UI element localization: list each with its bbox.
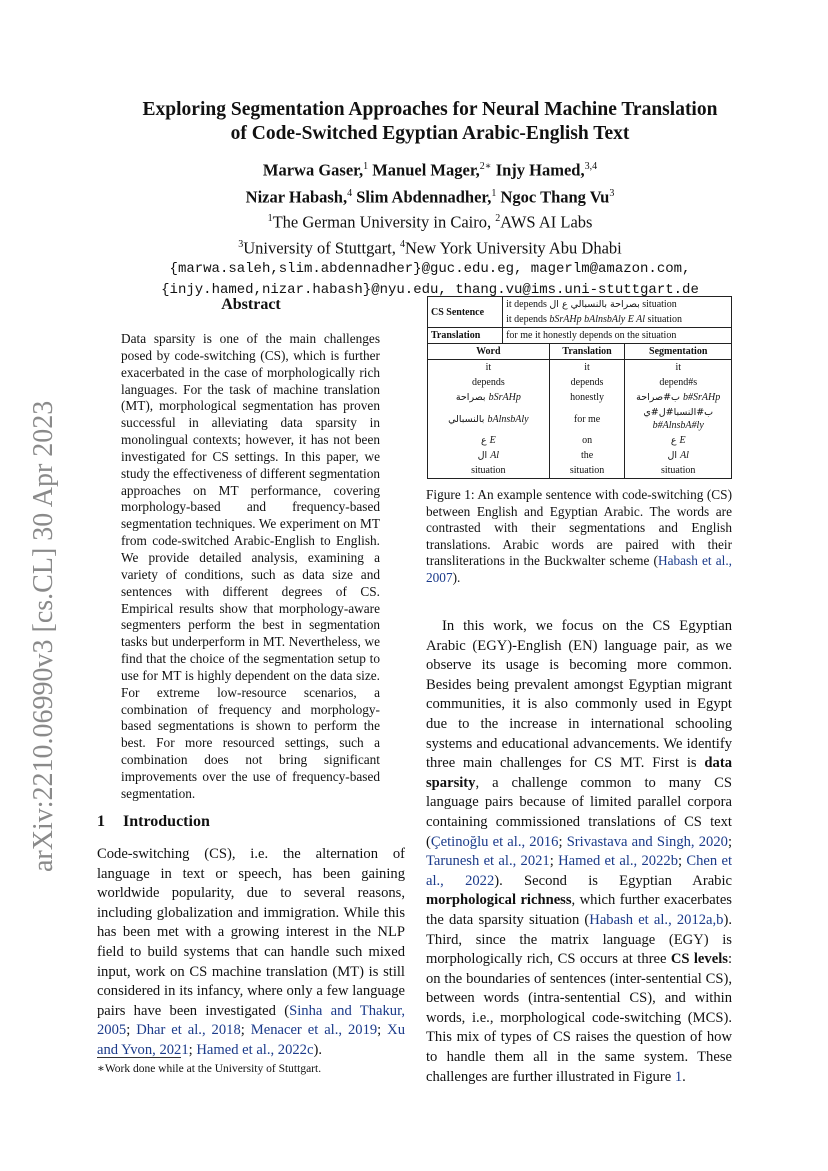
figure-1-table (427, 296, 732, 479)
seg-translit: Al (680, 450, 689, 461)
author-affil-mark: 2∗ (479, 161, 492, 172)
figure-link[interactable]: 1 (674, 1068, 683, 1085)
word-english: situation (471, 465, 506, 476)
bold-term: CS levels (670, 951, 728, 968)
affil-text: University of Stuttgart, (243, 238, 400, 257)
caption-text: Figure 1: An example sentence with code-switching (CS) between English and Egyptian Arabic. The words are contrasted with their segmentations and English translations. Arabic words are paired with their transliterations in the Buckwalter scheme ( (426, 487, 732, 569)
body-text: ). Second is Egyptian Arabic (494, 872, 733, 889)
caption-text: ). (452, 569, 461, 585)
word-translit: bAlnsbAly (487, 413, 529, 425)
citation-link[interactable]: Hamed et al., 2022c (196, 1041, 314, 1058)
col-header-word: Word (428, 344, 549, 360)
cs-sentence-translit (503, 312, 731, 328)
seg-english: situation (660, 465, 696, 476)
author-name: Slim Abdennadher, (352, 187, 492, 206)
citation-link[interactable]: Dhar et al., 2018 (136, 1022, 241, 1039)
citation-link[interactable]: Menacer et al., 2019 (250, 1022, 378, 1039)
word-arabic: بالنسبالي (448, 413, 488, 425)
citation-link[interactable]: Xu and Yvon, 2021 (97, 1022, 406, 1058)
figure-row (428, 360, 731, 376)
col-header-segmentation: Segmentation (625, 344, 731, 360)
seg-english: depend#s (659, 377, 698, 388)
figure-row (428, 375, 731, 390)
author-list (90, 155, 770, 208)
citation-link[interactable]: Hamed et al., 2022b (558, 853, 678, 870)
segmentation-cell (625, 390, 731, 405)
author-affil-mark: 1 (363, 161, 369, 172)
word-english: depends (471, 377, 505, 388)
translation-cell: depends (549, 375, 625, 390)
author-name: Injy Hamed, (491, 160, 585, 180)
body-text: ; (558, 833, 567, 850)
word-english: it (485, 362, 492, 373)
body-text: ). (313, 1041, 322, 1058)
translation-cell: for me (549, 405, 625, 433)
affil-text: AWS AI Labs (500, 212, 593, 232)
cs-text: situation (639, 299, 677, 310)
citation-link[interactable]: Habash et al., 2012a,b (589, 911, 724, 928)
seg-arabic: ب#صراحة (636, 392, 684, 403)
segmentation-cell (625, 463, 731, 478)
body-text: ). Third, since the matrix language (EGY) is morphologically rich, CS occurs at three (426, 911, 732, 968)
seg-english: it (675, 362, 681, 373)
affil-number: 4 (399, 238, 405, 250)
paper-title (90, 98, 770, 146)
figure-caption (426, 487, 732, 587)
cs-translit-text: bSrAHp bAlnsbAly E Al (549, 314, 646, 325)
affil-number: 2 (495, 213, 501, 224)
footnote: ∗Work done while at the University of Stuttgart. (97, 1063, 322, 1075)
body-text: ; (549, 853, 559, 870)
arxiv-stamp (8, 300, 68, 880)
translation-text: for me it honestly depends on the situation (503, 328, 731, 344)
word-cell (428, 390, 549, 405)
bold-term: morphological richness (426, 892, 572, 909)
intro-paragraph-left (97, 845, 405, 1061)
body-text: ; (188, 1041, 197, 1058)
segmentation-cell (625, 448, 731, 463)
word-cell (428, 360, 549, 376)
translation-cell: the (549, 448, 625, 463)
segmentation-cell (625, 360, 731, 376)
footnote-rule (97, 1057, 181, 1058)
body-text: ; (727, 833, 732, 850)
affil-number: 1 (267, 213, 273, 224)
arxiv-stamp-text: arXiv:2210.06990v3 [cs.CL] 30 Apr 2023 (28, 400, 59, 872)
affiliation-line-1 (90, 208, 770, 234)
bold-term: data sparsity (426, 755, 732, 791)
cs-text: it depends (506, 314, 550, 325)
body-text: In this work, we focus on the CS Egyptian Arabic (EGY)-English (EN) language pair, as we observe its usage is becoming more common. Besides being prevalent amongst Egyptian migrant communities, it is also commonly used in Egypt due to the increase in international schooling systems and educational advancements. We identify three main challenges for CS MT. First is (426, 618, 732, 772)
citation-link[interactable]: Srivastava and Singh, 2020 (566, 833, 728, 850)
seg-arabic: ب#النسبا#ل#ي (643, 407, 714, 418)
word-cell (428, 375, 549, 390)
authors-line-2 (90, 182, 770, 209)
word-arabic: بصراحة (455, 392, 489, 403)
cs-text: situation (645, 314, 682, 325)
cs-sentence-label: CS Sentence (431, 306, 485, 318)
word-translit: Al (490, 450, 500, 461)
word-cell (428, 433, 549, 448)
word-arabic: ع (480, 435, 490, 446)
seg-translit: b#AlnsbA#ly (652, 420, 704, 431)
citation-link[interactable]: Çetinoğlu et al., 2016 (430, 833, 559, 850)
affiliation-line-2 (90, 234, 770, 260)
affil-text: New York University Abu Dhabi (404, 238, 622, 257)
cs-text: it depends (506, 299, 550, 310)
author-affil-mark: 3 (609, 187, 615, 199)
segmentation-cell (625, 405, 731, 433)
word-cell (428, 463, 549, 478)
intro-paragraph-right (426, 617, 732, 1087)
translation-label: Translation (428, 328, 503, 344)
cs-sentence-arabic (503, 297, 731, 312)
abstract-heading: Abstract (221, 296, 281, 313)
word-translit: E (489, 435, 496, 446)
authors-line-1 (90, 155, 770, 182)
body-text: . (682, 1068, 686, 1085)
figure-row (428, 405, 731, 433)
section-title: Introduction (123, 813, 210, 830)
citation-link[interactable]: Tarunesh et al., 2021 (426, 853, 550, 870)
email-line-2: {injy.hamed,nizar.habash}@nyu.edu, thang.vu@ims.uni-stuttgart.de (161, 282, 699, 298)
abstract-text: Data sparsity is one of the main challenges posed by code-switching (CS), which is further exacerbated in the case of morphologically rich languages. For the task of machine translation (MT), morphological segmentation has proven successful in alleviating data sparsity in monolingual contexts; however, it has not been investigated for CS settings. In this paper, we study the effectiveness of different segmentation approaches on MT performance, covering morphology-based and frequency-based segmentation techniques. We experiment on MT from code-switched Arabic-English to English. We provide detailed analysis, examining a variety of conditions, such as data size and sentences with different degrees of CS. Empirical results show that morphology-aware segmenters perform the best in segmentation tasks but underperform in MT. Nevertheless, we find that the choice of the segmentation setup to use for MT is highly dependent on the data size. For extreme low-resource scenarios, a combination of frequency and morphology-based segmentations is shown to perform the best. For more resourced settings, such a combination does not bring significant improvements over the use of frequency-based segmentation. (121, 331, 380, 801)
body-text: : on the boundaries of sentences (inter-sentential CS), between words (intra-sentential CS), and within words, i.e., morphological code-switching (MCS). This mix of types of CS raises the question of how to handle them all in the same system. These challenges are further illustrated in Figure (426, 951, 732, 1085)
translation-cell: situation (549, 463, 625, 478)
author-affil-mark: 3,4 (584, 161, 598, 172)
figure-row (428, 463, 731, 478)
author-name: Manuel Mager, (368, 160, 480, 180)
figure-row (428, 448, 731, 463)
word-cell (428, 448, 549, 463)
paper-header (90, 98, 770, 301)
author-affil-mark: 4 (347, 187, 353, 199)
body-text: , which further exacerbates the data sparsity situation ( (426, 892, 732, 928)
word-translit: bSrAHp (488, 392, 521, 403)
author-name: Nizar Habash, (245, 187, 348, 206)
section-heading (97, 813, 210, 831)
author-name: Ngoc Thang Vu (496, 187, 610, 206)
word-arabic: ال (477, 450, 491, 461)
figure-row (428, 433, 731, 448)
citation-link[interactable]: Sinha and Thakur, 2005 (97, 1002, 405, 1039)
body-text: Code-switching (CS), i.e. the alternation of language in text or speech, has been gaining worldwide popularity, due to several reasons, including globalization and immigration. While this has been met with a growing interest in the NLP field to build systems that can handle such mixed input, work on CS machine translation (MT) is still considered in its infancy, where only a few language pairs have been investigated ( (97, 846, 405, 1019)
title-line-1: Exploring Segmentation Approaches for Neural Machine Translation (142, 99, 718, 120)
body-text: , a challenge common to many CS language pairs because of limited parallel corpora containing commissioned translations of CS text ( (426, 774, 732, 850)
segmentation-cell (625, 375, 731, 390)
body-text: ; (126, 1022, 137, 1039)
cs-arabic-text: بصراحة بالنسبالي ع ال (549, 299, 640, 310)
author-name: Marwa Gaser, (262, 160, 364, 180)
segmentation-cell (625, 433, 731, 448)
seg-arabic: ع (670, 435, 680, 446)
translation-cell: honestly (549, 390, 625, 405)
citation-link[interactable]: Chen et al., 2022 (426, 853, 732, 889)
seg-translit: E (679, 435, 686, 446)
citation-link[interactable]: Habash et al., 2007 (426, 553, 732, 585)
section-number: 1 (97, 813, 105, 830)
author-affil-mark: 1 (491, 187, 497, 199)
word-cell (428, 405, 549, 433)
body-text: ; (377, 1022, 388, 1039)
seg-arabic: ال (667, 450, 681, 461)
affil-text: The German University in Cairo, (272, 212, 496, 232)
translation-cell: on (549, 433, 625, 448)
email-line-1: {marwa.saleh,slim.abdennadher}@guc.edu.eg, magerlm@amazon.com, (169, 261, 691, 277)
affil-number: 3 (238, 238, 244, 250)
col-header-translation: Translation (549, 344, 625, 360)
seg-translit: b#SrAHp (683, 392, 721, 403)
figure-row (428, 390, 731, 405)
title-line-2: of Code-Switched Egyptian Arabic-English Text (230, 123, 630, 144)
translation-cell: it (549, 360, 625, 376)
body-text: ; (678, 853, 687, 870)
body-text: ; (240, 1022, 251, 1039)
